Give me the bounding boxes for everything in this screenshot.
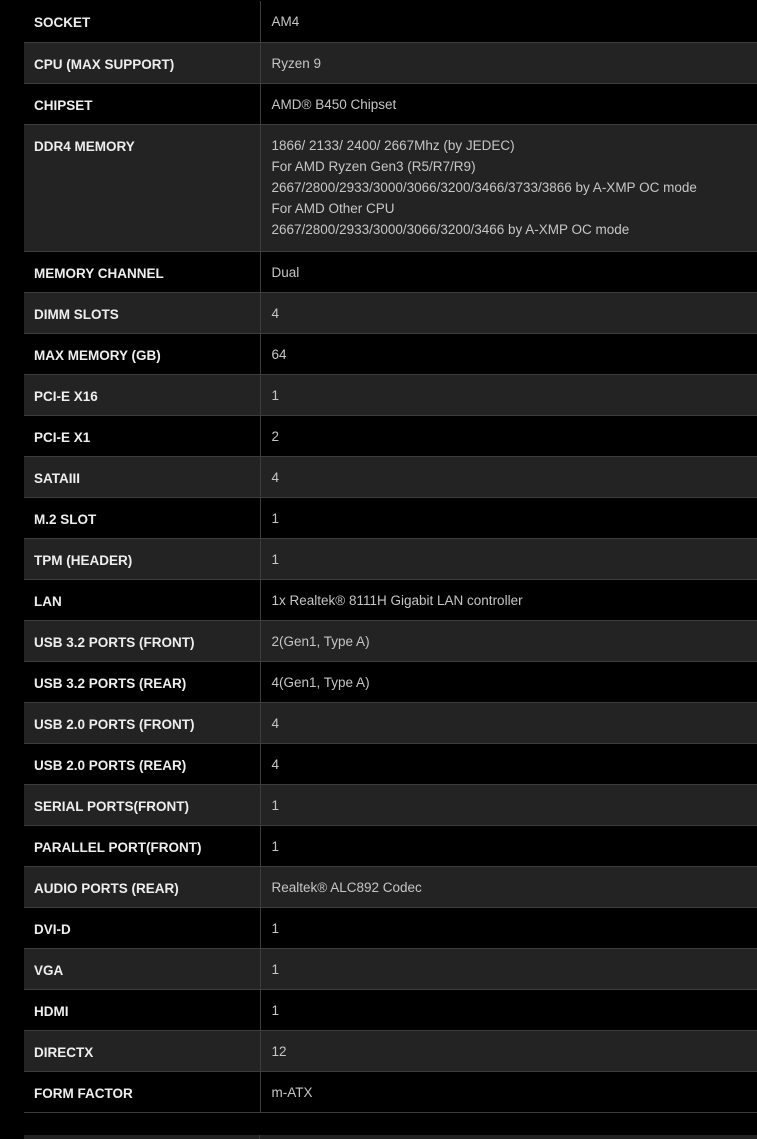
- spec-value-line: 1: [271, 510, 280, 526]
- spec-label: VGA: [24, 948, 260, 989]
- spec-row: [24, 702, 757, 743]
- spec-label: AUDIO PORTS (REAR): [24, 866, 260, 907]
- spec-row: [24, 579, 757, 620]
- spec-label: PARALLEL PORT(FRONT): [24, 825, 260, 866]
- spec-label: USB 3.2 PORTS (REAR): [24, 661, 260, 702]
- spec-value: [260, 497, 757, 538]
- spec-value-line: 4: [271, 305, 280, 321]
- spec-value-line: 1866/ 2133/ 2400/ 2667Mhz (by JEDEC): [271, 137, 515, 153]
- spec-value-line: 4: [271, 469, 280, 485]
- spec-value: [260, 538, 757, 579]
- spec-label: MAX MEMORY (GB): [24, 333, 260, 374]
- spec-value: [260, 620, 757, 661]
- spec-label: TPM (HEADER): [24, 538, 260, 579]
- spec-value: [260, 702, 757, 743]
- spec-row: [24, 989, 757, 1030]
- spec-value-line: 1: [271, 920, 280, 936]
- spec-row: [24, 784, 757, 825]
- spec-value-line: m-ATX: [271, 1084, 313, 1100]
- spec-label: USB 2.0 PORTS (REAR): [24, 743, 260, 784]
- spec-value-line: 4(Gen1, Type A): [271, 674, 370, 690]
- spec-value: [260, 374, 757, 415]
- spec-value-line: 1: [271, 1002, 280, 1018]
- spec-value-line: 2667/2800/2933/3000/3066/3200/3466/3733/3866 by A-XMP OC mode: [271, 179, 697, 195]
- specifications-table: [24, 1, 757, 1113]
- spec-label: MEMORY CHANNEL: [24, 251, 260, 292]
- spec-row: [24, 538, 757, 579]
- spec-value: [260, 251, 757, 292]
- spec-row: [24, 497, 757, 538]
- spec-row: [24, 1030, 757, 1071]
- spec-value-line: For AMD Other CPU: [271, 200, 395, 216]
- spec-label: CPU (MAX SUPPORT): [24, 42, 260, 83]
- spec-label: SATAIII: [24, 456, 260, 497]
- spec-value-line: 1: [271, 838, 280, 854]
- spec-label: CHIPSET: [24, 83, 260, 124]
- spec-value: [260, 743, 757, 784]
- spec-value: [260, 1030, 757, 1071]
- spec-label: USB 2.0 PORTS (FRONT): [24, 702, 260, 743]
- spec-value: [260, 83, 757, 124]
- spec-label: PCI-E X1: [24, 415, 260, 456]
- spec-row: [24, 1, 757, 42]
- spec-value-line: 1: [271, 551, 280, 567]
- spec-row: [24, 907, 757, 948]
- spec-value: [260, 579, 757, 620]
- spec-value-line: For AMD Ryzen Gen3 (R5/R7/R9): [271, 158, 476, 174]
- spec-row: [24, 42, 757, 83]
- spec-row: [24, 456, 757, 497]
- spec-value: [260, 124, 757, 251]
- spec-value-line: 2(Gen1, Type A): [271, 633, 370, 649]
- spec-value-line: 1x Realtek® 8111H Gigabit LAN controller: [271, 592, 523, 608]
- spec-label: PCI-E X16: [24, 374, 260, 415]
- spec-value: [260, 866, 757, 907]
- spec-value-line: AM4: [271, 14, 300, 29]
- spec-value: [260, 661, 757, 702]
- spec-value-line: 4: [271, 715, 280, 731]
- next-row-partial: [24, 1135, 757, 1139]
- spec-value-line: AMD® B450 Chipset: [271, 96, 397, 112]
- spec-value: [260, 1, 757, 42]
- specifications-table-body: [24, 1, 757, 1112]
- spec-row: [24, 1071, 757, 1112]
- spec-label: SOCKET: [24, 1, 260, 42]
- spec-row: [24, 743, 757, 784]
- spec-value: [260, 825, 757, 866]
- spec-value: [260, 292, 757, 333]
- spec-value-line: Ryzen 9: [271, 55, 322, 71]
- spec-value: [260, 784, 757, 825]
- spec-value: [260, 42, 757, 83]
- spec-label: LAN: [24, 579, 260, 620]
- spec-label: DIRECTX: [24, 1030, 260, 1071]
- spec-row: [24, 661, 757, 702]
- spec-label: USB 3.2 PORTS (FRONT): [24, 620, 260, 661]
- spec-value: [260, 456, 757, 497]
- spec-row: [24, 374, 757, 415]
- spec-label: SERIAL PORTS(FRONT): [24, 784, 260, 825]
- spec-value-line: Dual: [271, 264, 300, 280]
- spec-value: [260, 948, 757, 989]
- spec-value: [260, 989, 757, 1030]
- spec-row: [24, 825, 757, 866]
- spec-value-line: 2: [271, 428, 280, 444]
- spec-row: [24, 333, 757, 374]
- spec-value: [260, 1071, 757, 1112]
- spec-value-line: 2667/2800/2933/3000/3066/3200/3466 by A-XMP OC mode: [271, 221, 630, 237]
- spec-row: [24, 292, 757, 333]
- spec-label: FORM FACTOR: [24, 1071, 260, 1112]
- spec-value-line: Realtek® ALC892 Codec: [271, 879, 422, 895]
- spec-value-line: 1: [271, 961, 280, 977]
- spec-row: [24, 251, 757, 292]
- spec-label: HDMI: [24, 989, 260, 1030]
- spec-label: DIMM SLOTS: [24, 292, 260, 333]
- spec-value-line: 64: [271, 346, 287, 362]
- spec-value: [260, 415, 757, 456]
- spec-row: [24, 124, 757, 251]
- spec-row: [24, 948, 757, 989]
- column-divider: [259, 1135, 260, 1139]
- spec-label: M.2 SLOT: [24, 497, 260, 538]
- spec-value-line: 12: [271, 1043, 287, 1059]
- spec-value-line: 1: [271, 797, 280, 813]
- spec-label: DVI-D: [24, 907, 260, 948]
- spec-row: [24, 620, 757, 661]
- spec-value: [260, 333, 757, 374]
- spec-label: DDR4 MEMORY: [24, 124, 260, 251]
- spec-value: [260, 907, 757, 948]
- spec-row: [24, 415, 757, 456]
- spec-value-line: 1: [271, 387, 280, 403]
- spec-row: [24, 83, 757, 124]
- spec-value-line: 4: [271, 756, 280, 772]
- spec-row: [24, 866, 757, 907]
